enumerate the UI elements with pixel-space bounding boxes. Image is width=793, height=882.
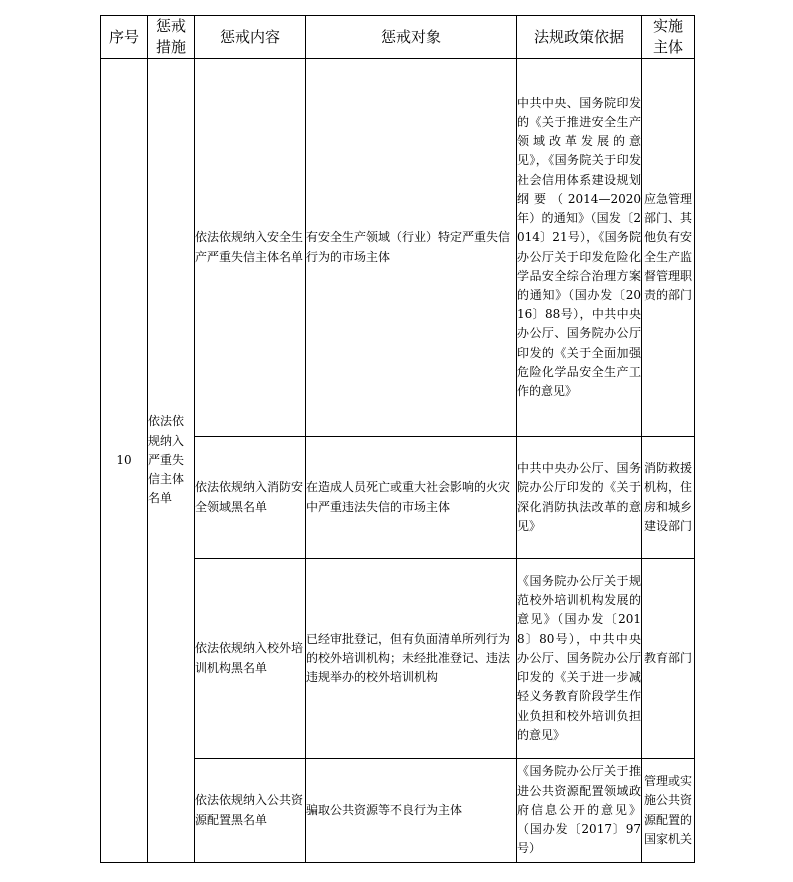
- row-number-cell: 10: [101, 59, 148, 863]
- target-cell: 有安全生产领域（行业）特定严重失信行为的市场主体: [306, 59, 517, 437]
- content-cell: 依法依规纳入消防安全领域黑名单: [195, 437, 306, 559]
- header-row: [101, 16, 695, 59]
- punishment-measures-table: [100, 15, 695, 863]
- content-cell: 依法依规纳入安全生产严重失信主体名单: [195, 59, 306, 437]
- implementer-cell: 教育部门: [642, 559, 695, 759]
- implementer-cell: 消防救援机构，住房和城乡建设部门: [642, 437, 695, 559]
- implementer-cell: 应急管理部门、其他负有安全生产监督管理职责的部门: [642, 59, 695, 437]
- header-target: 惩戒对象: [306, 16, 517, 59]
- header-basis: 法规政策依据: [517, 16, 642, 59]
- table-row: [101, 59, 695, 437]
- content-cell: 依法依规纳入公共资源配置黑名单: [195, 759, 306, 863]
- header-measure: 惩戒措施: [148, 16, 195, 59]
- measure-cell: 依法依规纳入严重失信主体名单: [148, 59, 195, 863]
- header-no: 序号: [101, 16, 148, 59]
- target-cell: 在造成人员死亡或重大社会影响的火灾中严重违法失信的市场主体: [306, 437, 517, 559]
- basis-cell: 《国务院办公厅关于推进公共资源配置领域政府信息公开的意见》（国办发〔2017〕97号）: [517, 759, 642, 863]
- basis-cell: 中共中央、国务院印发的《关于推进安全生产领域改革发展的意见》，《国务院关于印发社会信用体系建设规划纲要（2014—2020年）的通知》（国发〔2014〕21号），《国务院办公厅关于印发危险化学品安全综合治理方案的通知》（国办发〔2016〕88号），中共中央办公厅、国务院办公厅印发的《关于全面加强危险化学品安全生产工作的意见》: [517, 59, 642, 437]
- implementer-cell: 管理或实施公共资源配置的国家机关: [642, 759, 695, 863]
- target-cell: 骗取公共资源等不良行为主体: [306, 759, 517, 863]
- header-implementer: 实施主体: [642, 16, 695, 59]
- basis-cell: 《国务院办公厅关于规范校外培训机构发展的意见》（国办发〔2018〕80号），中共中央办公厅、国务院办公厅印发的《关于进一步减轻义务教育阶段学生作业负担和校外培训负担的意见》: [517, 559, 642, 759]
- basis-cell: 中共中央办公厅、国务院办公厅印发的《关于深化消防执法改革的意见》: [517, 437, 642, 559]
- header-content: 惩戒内容: [195, 16, 306, 59]
- target-cell: 已经审批登记，但有负面清单所列行为的校外培训机构；未经批准登记、违法违规举办的校外培训机构: [306, 559, 517, 759]
- content-cell: 依法依规纳入校外培训机构黑名单: [195, 559, 306, 759]
